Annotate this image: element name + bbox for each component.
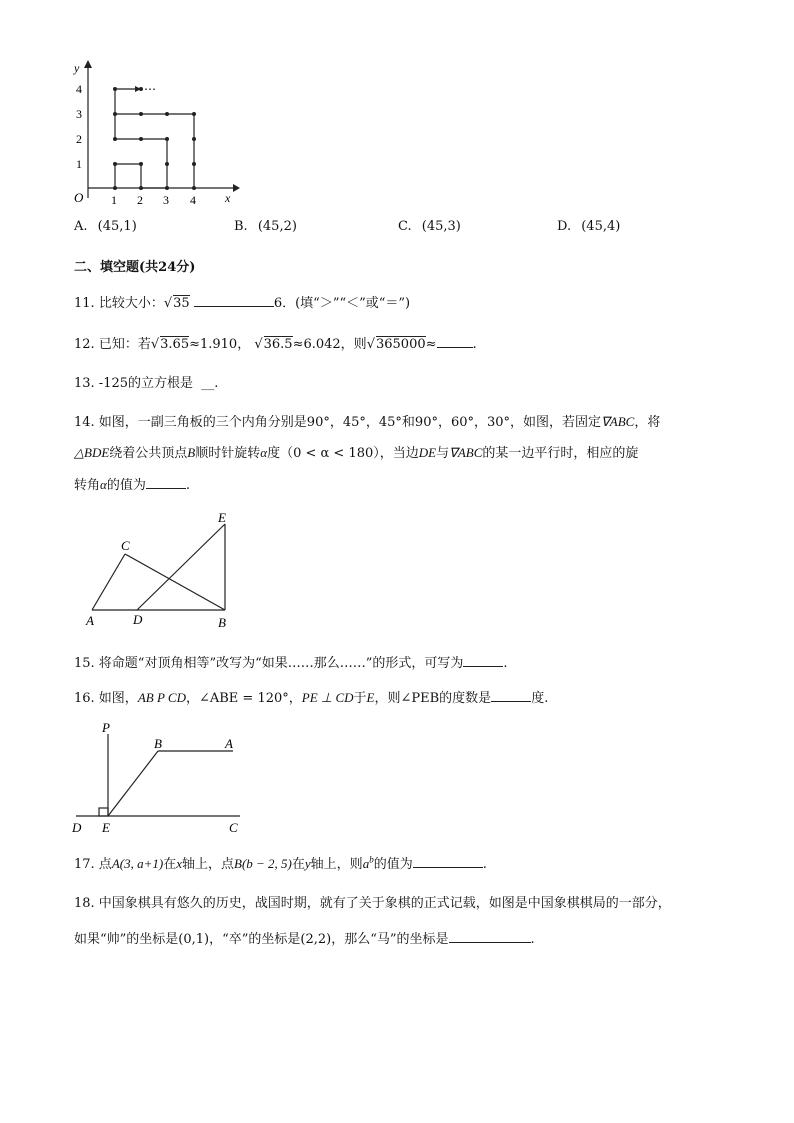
dots-label: ⋯: [144, 82, 156, 96]
label-a: A: [86, 613, 94, 628]
answer-blank[interactable]: [437, 335, 473, 348]
question-11: 11. 比较大小：√35 6．(填“＞”“＜”或“＝”): [74, 296, 411, 311]
question-14-line-2: △BDE绕着公共顶点B顺时针旋转α度（0 < α < 180），当边DE与∇ABC的某一边平行时，相应的旋: [74, 445, 639, 461]
choice-c[interactable]: C. (45,3): [398, 219, 461, 234]
x-tick: 3: [163, 193, 169, 207]
answer-blank[interactable]: [449, 930, 531, 943]
grid-path-figure: [68, 58, 248, 208]
triangle-figure: [80, 508, 250, 633]
question-16: 16. 如图，AB P CD，∠ABE = 120°，PE ⊥ CD于E，则∠PEB的度数是 度.: [74, 690, 549, 706]
y-tick: 2: [76, 132, 82, 146]
x-tick: 2: [137, 193, 143, 207]
choice-d[interactable]: D. (45,4): [557, 219, 621, 234]
answer-blank[interactable]: [413, 855, 483, 868]
question-13: 13. -125的立方根是 __.: [74, 376, 219, 391]
label-a: A: [225, 736, 233, 751]
question-18-line-2: 如果“帅”的坐标是(0,1)，“卒”的坐标是(2,2)，那么“马”的坐标是 .: [74, 932, 535, 947]
label-c: C: [229, 820, 238, 835]
answer-blank[interactable]: [146, 476, 186, 489]
y-tick: 4: [76, 82, 82, 96]
section-title: 二、填空题(共24分): [74, 260, 196, 275]
question-14-line-1: 14. 如图，一副三角板的三个内角分别是90°，45°，45°和90°，60°，30°，如图，若固定∇ABC，将: [74, 414, 661, 430]
y-tick: 3: [76, 107, 82, 121]
parallel-lines-figure: [68, 718, 248, 838]
label-c: C: [121, 538, 130, 553]
label-d: D: [72, 820, 82, 835]
label-e: E: [218, 510, 226, 525]
question-18-line-1: 18. 中国象棋具有悠久的历史，战国时期，就有了关于象棋的正式记载，如图是中国象棋棋局的一部分，: [74, 896, 671, 911]
choice-a[interactable]: A. (45,1): [74, 219, 137, 234]
answer-blank[interactable]: [491, 689, 531, 702]
label-b: B: [218, 615, 226, 630]
label-d: D: [133, 612, 143, 627]
answer-blank[interactable]: [194, 294, 274, 307]
question-12: 12. 已知：若√3.65≈1.910， √36.5≈6.042，则√365000≈ .: [74, 337, 477, 352]
label-e: E: [102, 820, 110, 835]
x-axis-label: x: [225, 191, 231, 205]
label-p: P: [102, 720, 110, 735]
origin-label: O: [74, 190, 84, 205]
question-17: 17. 点A(3, a+1)在x轴上，点B(b − 2, 5)在y轴上，则$a^b$的值为 .: [74, 854, 487, 872]
question-14-line-3: 转角α的值为 .: [74, 477, 190, 493]
choice-b[interactable]: B. (45,2): [234, 219, 297, 234]
x-tick: 4: [190, 193, 196, 207]
question-15: 15. 将命题“对顶角相等”改写为“如果……那么……”的形式，可写为 .: [74, 656, 508, 671]
label-b: B: [154, 736, 162, 751]
y-axis-label: y: [74, 61, 80, 75]
answer-blank[interactable]: [463, 654, 503, 667]
y-tick: 1: [76, 157, 82, 171]
x-tick: 1: [111, 193, 117, 207]
